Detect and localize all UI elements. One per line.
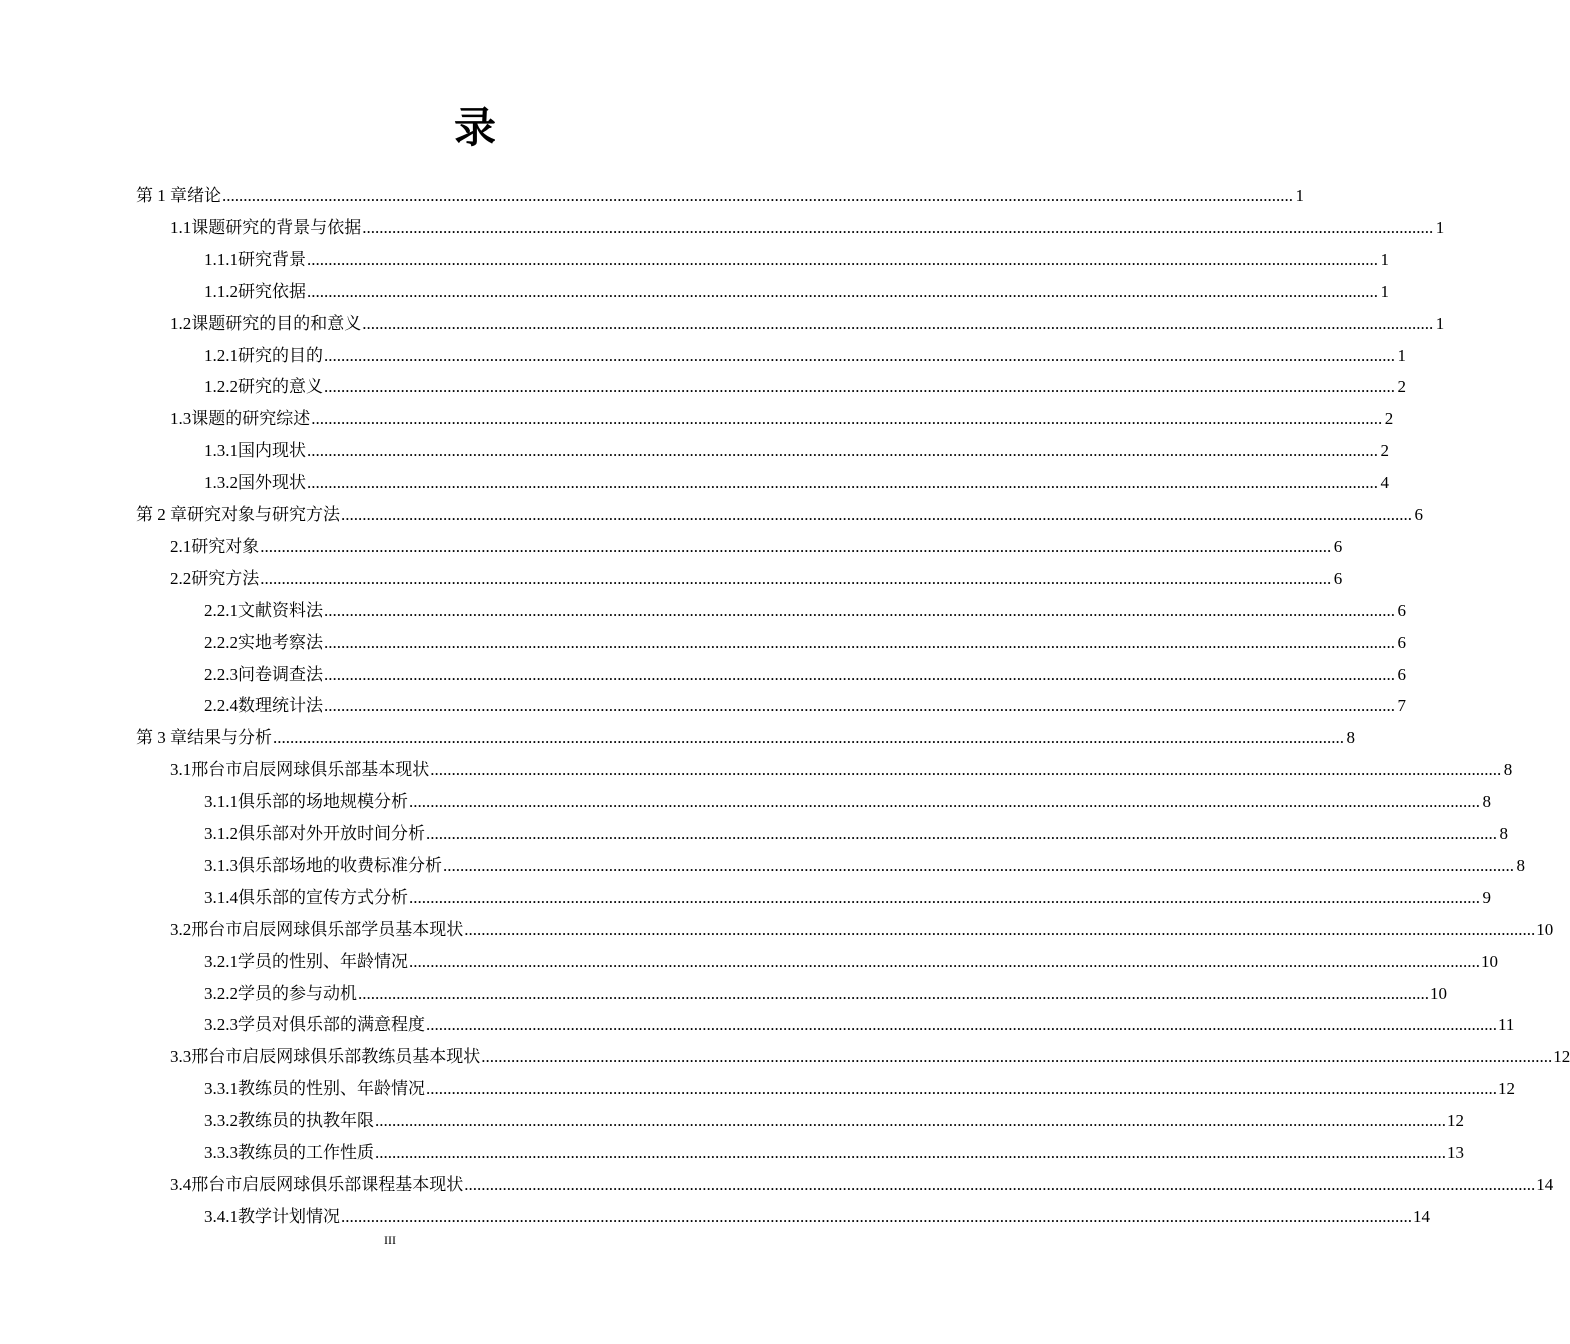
toc-entry-title: 学员的参与动机 — [238, 983, 357, 1004]
toc-entry[interactable] — [204, 1009, 1515, 1041]
toc-entry[interactable] — [170, 914, 1554, 946]
toc-entry-number: 第 2 章 — [136, 505, 187, 524]
toc-entry[interactable] — [136, 180, 1304, 212]
toc-entry-title: 学员对俱乐部的满意程度 — [238, 1015, 425, 1036]
toc-entry-number: 2.2.2 — [204, 632, 238, 652]
toc-entry[interactable] — [170, 403, 1394, 435]
toc-entry-title: 邢台市启辰网球俱乐部教练员基本现状 — [191, 1047, 481, 1068]
toc-entry[interactable] — [204, 340, 1406, 372]
toc-entry-page: 10 — [1430, 983, 1447, 1003]
toc-entry-page: 8 — [1346, 728, 1355, 748]
toc-entry-title: 俱乐部的宣传方式分析 — [238, 887, 408, 908]
toc-dot-leader — [481, 1041, 1552, 1073]
toc-entry-number: 2.1 — [170, 536, 192, 556]
toc-entry-page: 1 — [1435, 313, 1445, 333]
toc-dot-leader — [307, 276, 1378, 308]
toc-entry-title: 国外现状 — [238, 473, 306, 494]
toc-entry-page: 6 — [1414, 505, 1423, 524]
toc-dot-leader — [324, 595, 1395, 627]
toc-entry-title: 结果与分析 — [187, 728, 272, 749]
toc-entry[interactable] — [170, 754, 1513, 786]
toc-entry-title: 研究方法 — [191, 568, 260, 589]
toc-entry-number: 3.3.3 — [204, 1143, 238, 1162]
toc-dot-leader — [426, 818, 1497, 850]
toc-dot-leader — [307, 435, 1378, 467]
toc-entry-title: 邢台市启辰网球俱乐部学员基本现状 — [191, 919, 464, 940]
toc-entry-number: 第 3 章 — [136, 728, 187, 748]
toc-entry-title: 俱乐部场地的收费标准分析 — [238, 855, 442, 876]
toc-entry[interactable] — [204, 1073, 1515, 1105]
toc-entry[interactable] — [204, 1105, 1464, 1137]
toc-entry-number: 2.2 — [170, 568, 192, 588]
toc-dot-leader — [443, 850, 1514, 882]
toc-entry-title: 俱乐部对外开放时间分析 — [238, 824, 425, 844]
toc-entry[interactable] — [204, 371, 1406, 403]
toc-entry[interactable] — [170, 563, 1343, 595]
toc-dot-leader — [464, 1169, 1535, 1201]
toc-dot-leader — [222, 180, 1293, 212]
toc-entry[interactable] — [170, 308, 1445, 340]
toc-dot-leader — [324, 690, 1395, 722]
toc-entry-number: 3.3.2 — [204, 1111, 238, 1131]
toc-title: 录 — [453, 103, 496, 152]
toc-entry-number: 3.1.1 — [204, 792, 238, 812]
toc-dot-leader — [430, 754, 1501, 786]
toc-dot-leader — [409, 786, 1480, 818]
toc-dot-leader — [426, 1073, 1497, 1105]
toc-entry-title: 文献资料法 — [238, 600, 323, 621]
toc-entry-number: 1.2.1 — [204, 345, 238, 365]
toc-entry-title: 邢台市启辰网球俱乐部基本现状 — [191, 760, 430, 781]
toc-entry[interactable] — [204, 659, 1406, 691]
toc-dot-leader — [375, 1105, 1446, 1137]
toc-entry-number: 1.2.2 — [204, 377, 238, 397]
toc-entry-title: 研究背景 — [238, 249, 306, 270]
toc-entry-number: 3.2.1 — [204, 951, 238, 971]
toc-entry[interactable] — [204, 786, 1491, 818]
toc-entry[interactable] — [204, 818, 1508, 850]
toc-entry[interactable] — [136, 499, 1423, 531]
toc-entry[interactable] — [204, 595, 1406, 627]
toc-entry[interactable] — [170, 1041, 1570, 1073]
toc-dot-leader — [324, 627, 1395, 659]
toc-entry[interactable] — [204, 690, 1406, 722]
toc-entry-title: 研究依据 — [238, 281, 306, 302]
toc-entry-number: 1.1.2 — [204, 281, 238, 301]
toc-entry-number: 1.2 — [170, 313, 192, 333]
toc-entry-number: 1.3.2 — [204, 473, 238, 493]
toc-entry-page: 8 — [1482, 792, 1491, 812]
toc-entry-page: 1 — [1380, 281, 1389, 301]
toc-entry-title: 数理统计法 — [238, 696, 323, 717]
toc-entry-number: 3.4.1 — [204, 1206, 238, 1226]
toc-entry-page: 6 — [1397, 664, 1406, 684]
toc-dot-leader — [307, 244, 1378, 276]
toc-dot-leader — [273, 722, 1344, 754]
toc-entry-title: 教学计划情况 — [238, 1206, 340, 1227]
toc-entry-page: 1 — [1397, 345, 1406, 365]
toc-entry[interactable] — [136, 722, 1355, 754]
toc-entry-page: 13 — [1447, 1143, 1464, 1162]
toc-entry-page: 1 — [1380, 249, 1389, 269]
toc-entry[interactable] — [204, 435, 1389, 467]
toc-entry[interactable] — [204, 1137, 1464, 1169]
toc-entry[interactable] — [204, 882, 1491, 914]
toc-entry-number: 1.1.1 — [204, 249, 238, 269]
toc-entry-title: 实地考察法 — [238, 632, 323, 653]
toc-dot-leader — [409, 946, 1480, 978]
toc-entry-title: 课题的研究综述 — [191, 409, 311, 430]
toc-entry-number: 1.3.1 — [204, 441, 238, 461]
toc-entry[interactable] — [170, 531, 1343, 563]
toc-entry-page: 2 — [1384, 409, 1394, 429]
toc-entry[interactable] — [204, 978, 1447, 1010]
toc-dot-leader — [324, 340, 1395, 372]
toc-entry-page: 7 — [1397, 696, 1406, 716]
toc-entry-page: 6 — [1397, 600, 1406, 620]
toc-dot-leader — [260, 531, 1331, 563]
toc-entry-page: 11 — [1498, 1015, 1515, 1035]
toc-entry[interactable] — [204, 946, 1498, 978]
toc-entry-page: 2 — [1397, 377, 1406, 397]
toc-entry-title: 课题研究的目的和意义 — [191, 313, 362, 334]
toc-entry-number: 1.3 — [170, 409, 192, 429]
page-number-footer: III — [384, 1233, 396, 1247]
toc-entry-page: 12 — [1553, 1047, 1570, 1067]
toc-entry-title: 课题研究的背景与依据 — [191, 217, 362, 238]
toc-dot-leader — [375, 1137, 1446, 1169]
toc-dot-leader — [341, 499, 1412, 531]
toc-entry-title: 研究对象 — [191, 536, 260, 557]
toc-entry-number: 3.4 — [170, 1174, 192, 1194]
toc-entry[interactable] — [204, 467, 1389, 499]
toc-entry-number: 3.2 — [170, 919, 192, 939]
toc-entry[interactable] — [204, 244, 1389, 276]
toc-entry[interactable] — [170, 1169, 1554, 1201]
toc-dot-leader — [362, 308, 1433, 340]
toc-entry-page: 8 — [1503, 760, 1513, 780]
toc-dot-leader — [464, 914, 1535, 946]
toc-entry-page: 10 — [1481, 951, 1498, 971]
toc-dot-leader — [409, 882, 1480, 914]
toc-dot-leader — [311, 403, 1382, 435]
toc-entry-number: 第 1 章 — [136, 186, 187, 205]
toc-entry-page: 6 — [1333, 536, 1343, 556]
toc-dot-leader — [324, 371, 1395, 403]
toc-entry-title: 问卷调查法 — [238, 664, 323, 685]
toc-dot-leader — [260, 563, 1331, 595]
toc-entry-title: 研究对象与研究方法 — [187, 505, 340, 525]
toc-entry-title: 研究的目的 — [238, 345, 323, 366]
toc-entry-page: 1 — [1435, 217, 1445, 237]
toc-entry-page: 12 — [1447, 1111, 1464, 1131]
toc-entry-page: 2 — [1380, 441, 1389, 461]
toc-entry-page: 14 — [1413, 1206, 1430, 1226]
toc-dot-leader — [426, 1009, 1497, 1041]
toc-entry-page: 6 — [1397, 632, 1406, 652]
toc-entry[interactable] — [204, 276, 1389, 308]
toc-dot-leader — [341, 1201, 1412, 1233]
toc-entry-title: 教练员的性别、年龄情况 — [238, 1079, 425, 1100]
toc-entry-page: 9 — [1482, 887, 1491, 907]
toc-entry-number: 3.3.1 — [204, 1079, 238, 1099]
toc-entry-page: 10 — [1536, 919, 1554, 939]
toc-entry[interactable] — [204, 1201, 1430, 1233]
toc-entry-title: 研究的意义 — [238, 377, 323, 398]
toc-entry-title: 邢台市启辰网球俱乐部课程基本现状 — [191, 1174, 464, 1195]
toc-entry-number: 3.1.3 — [204, 855, 238, 875]
toc-entry-title: 教练员的工作性质 — [238, 1143, 374, 1163]
toc-entry-number: 3.1.4 — [204, 887, 238, 907]
toc-entry-page: 1 — [1295, 186, 1304, 205]
toc-entry-number: 2.2.3 — [204, 664, 238, 684]
toc-entry-number: 3.1 — [170, 760, 192, 780]
toc-entry-number: 2.2.4 — [204, 696, 238, 716]
toc-entry[interactable] — [204, 850, 1525, 882]
toc-entry-title: 俱乐部的场地规模分析 — [238, 792, 408, 813]
toc-entry-number: 3.2.3 — [204, 1015, 238, 1035]
toc-entry-number: 3.3 — [170, 1047, 192, 1067]
toc-entry-number: 3.1.2 — [204, 824, 238, 843]
toc-entry-page: 4 — [1380, 473, 1389, 493]
toc-dot-leader — [358, 978, 1429, 1010]
toc-entry-number: 3.2.2 — [204, 983, 238, 1003]
toc-entry-title: 国内现状 — [238, 441, 306, 462]
toc-entry[interactable] — [204, 627, 1406, 659]
toc-entry-number: 2.2.1 — [204, 600, 238, 620]
toc-dot-leader — [324, 659, 1395, 691]
toc-dot-leader — [362, 212, 1433, 244]
toc-dot-leader — [307, 467, 1378, 499]
toc-entry-page: 12 — [1498, 1079, 1515, 1099]
toc-entry[interactable] — [170, 212, 1445, 244]
toc-entry-title: 绪论 — [187, 186, 221, 206]
toc-entry-page: 6 — [1333, 568, 1343, 588]
toc-entry-title: 学员的性别、年龄情况 — [238, 951, 408, 972]
toc-entry-number: 1.1 — [170, 217, 192, 237]
toc-entry-page: 8 — [1499, 824, 1508, 843]
toc-entry-title: 教练员的执教年限 — [238, 1111, 374, 1132]
toc-entry-page: 8 — [1516, 855, 1525, 875]
toc-entry-page: 14 — [1536, 1174, 1554, 1194]
